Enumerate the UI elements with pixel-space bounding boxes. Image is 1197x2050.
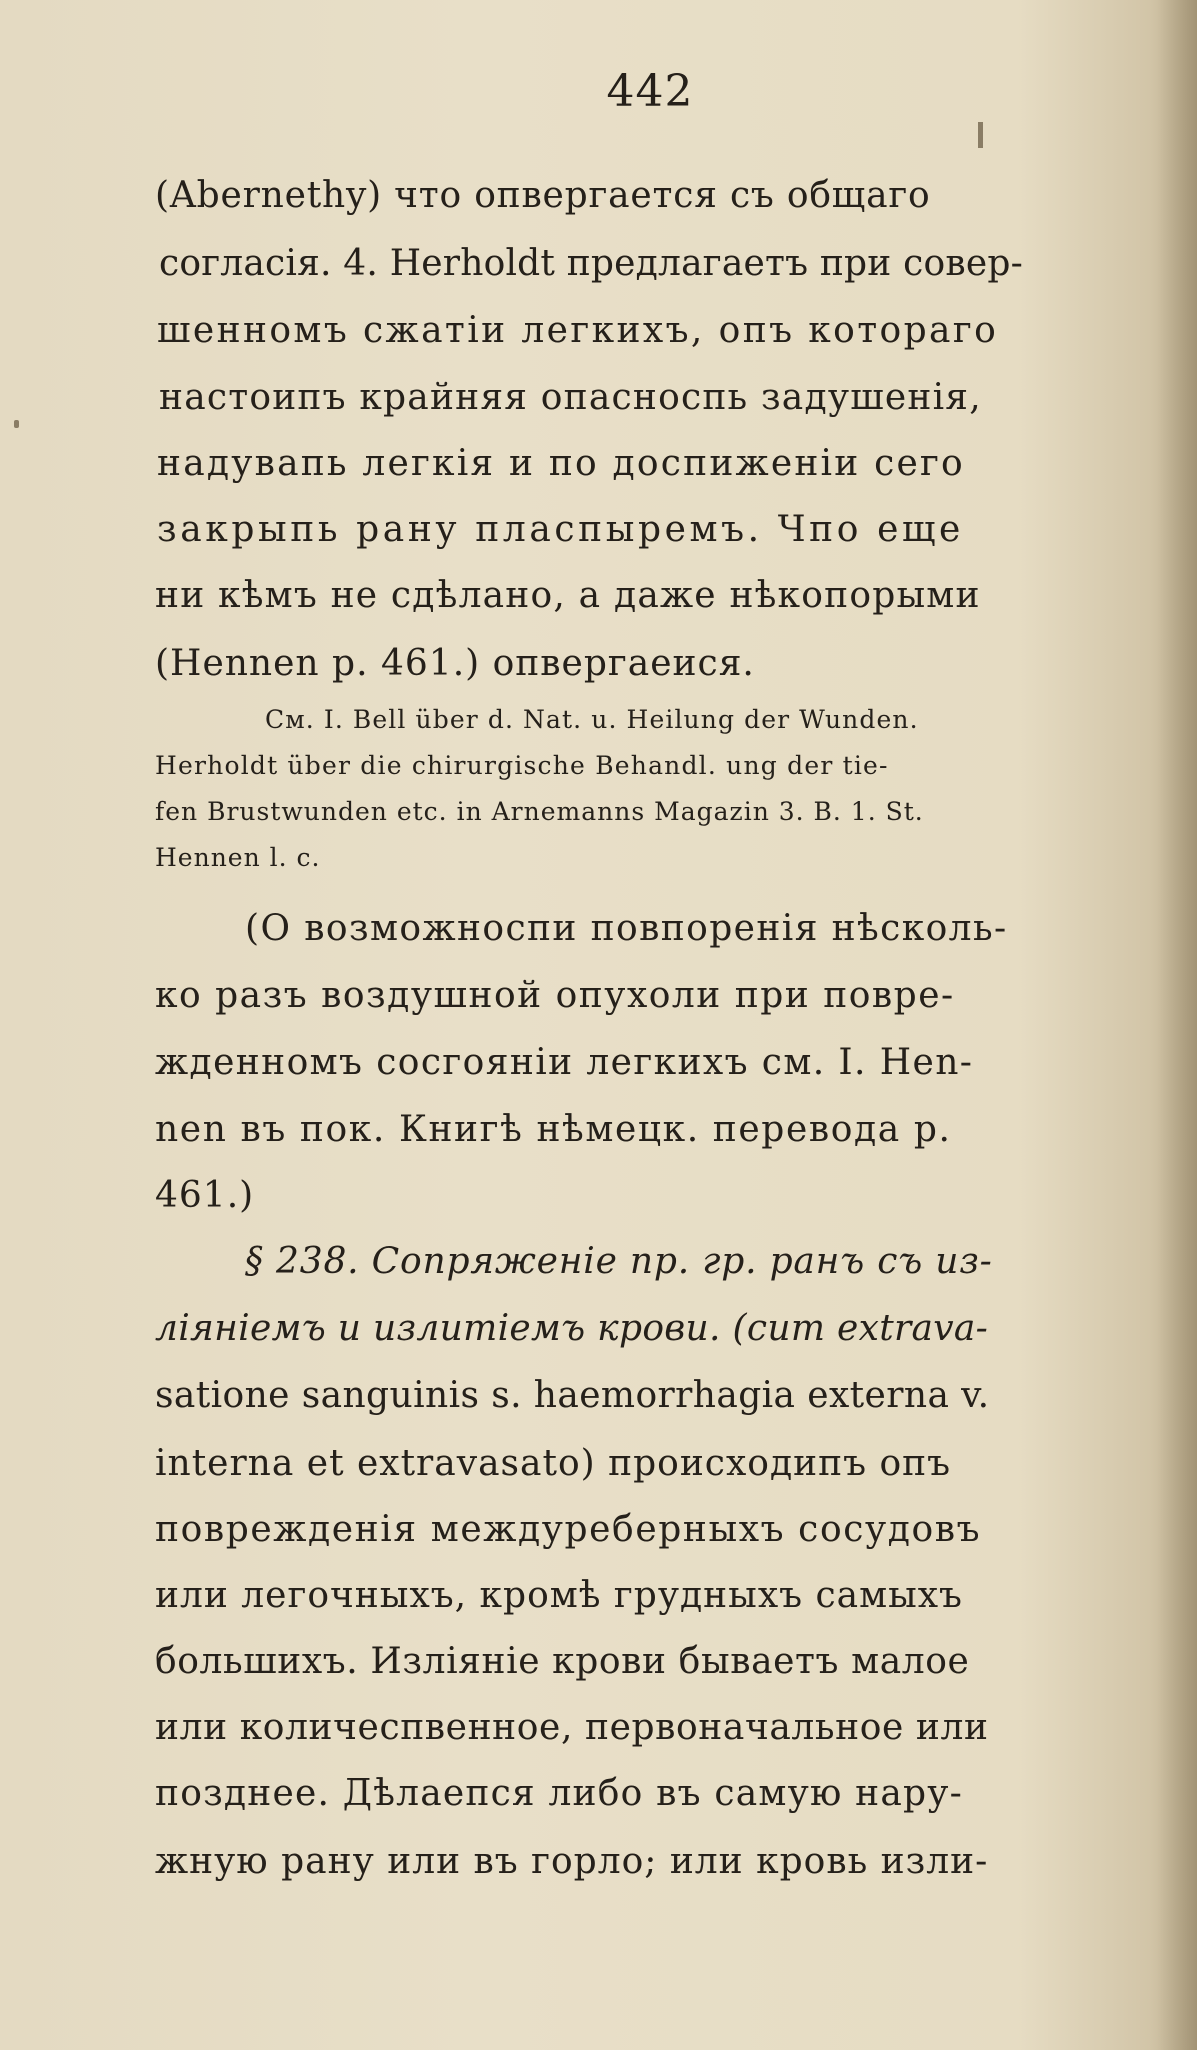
footnote-line: Hennen l. c. (155, 843, 321, 872)
footnote-line: См. I. Bell über d. Nat. u. Heilung der Wunden. (265, 705, 919, 734)
text-line: шенномъ сжатіи легкихъ, опъ котораго (157, 310, 999, 351)
text-line: § 238. Сопряженіе пр. гр. ранъ съ из- (245, 1241, 993, 1282)
text-line: надувапь легкія и по доспиженіи сего (157, 443, 965, 484)
text-line: жденномъ сосгояніи легкихъ см. I. Hen- (155, 1042, 974, 1083)
text-line: согласія. 4. Herholdt предлагаетъ при совер- (159, 243, 1023, 284)
text-line: поврежденія междуреберныхъ сосудовъ (155, 1509, 982, 1550)
ink-mark (978, 122, 983, 148)
text-line: (Hennen p. 461.) опвергаеися. (155, 643, 755, 684)
text-line: или количеспвенное, первоначальное или (155, 1707, 989, 1748)
text-line: interna et extravasato) происходипъ опъ (155, 1443, 952, 1484)
page-edge-shadow (1157, 0, 1197, 2050)
text-line: satione sanguinis s. haemorrhagia externa v. (155, 1375, 990, 1416)
text-line: или легочныхъ, кромѣ грудныхъ самыхъ (155, 1575, 963, 1616)
text-line: большихъ. Изліяніе крови бываетъ малое (155, 1641, 970, 1682)
ink-speck (14, 420, 19, 428)
text-line: (О возможноспи повпоренія нѣсколь- (245, 908, 1008, 949)
text-line: жную рану или въ горло; или кровь изли- (155, 1841, 989, 1882)
text-line: nen въ пок. Книгѣ нѣмецк. перевода p. (155, 1109, 952, 1150)
text-line: ліяніемъ и излитіемъ крови. (cum extrava- (155, 1308, 989, 1349)
text-line: позднее. Дѣлаепся либо въ самую нару- (155, 1773, 963, 1814)
text-line: ко разъ воздушной опухоли при повре- (155, 975, 955, 1016)
page-number: 442 (606, 66, 694, 117)
text-line: ни кѣмъ не сдѣлано, а даже нѣкопорыми (155, 575, 981, 616)
text-line: закрыпь рану пласпыремъ. Чпо еще (157, 509, 964, 550)
text-line: (Abernethy) что опвергается съ общаго (155, 175, 931, 216)
footnote-line: Herholdt über die chirurgische Behandl. ung der tie- (155, 751, 889, 780)
text-line: 461.) (155, 1175, 255, 1216)
text-line: настоипъ крайняя опасноспь задушенія, (159, 377, 982, 418)
footnote-line: fen Brustwunden etc. in Arnemanns Magazin 3. B. 1. St. (155, 797, 924, 826)
